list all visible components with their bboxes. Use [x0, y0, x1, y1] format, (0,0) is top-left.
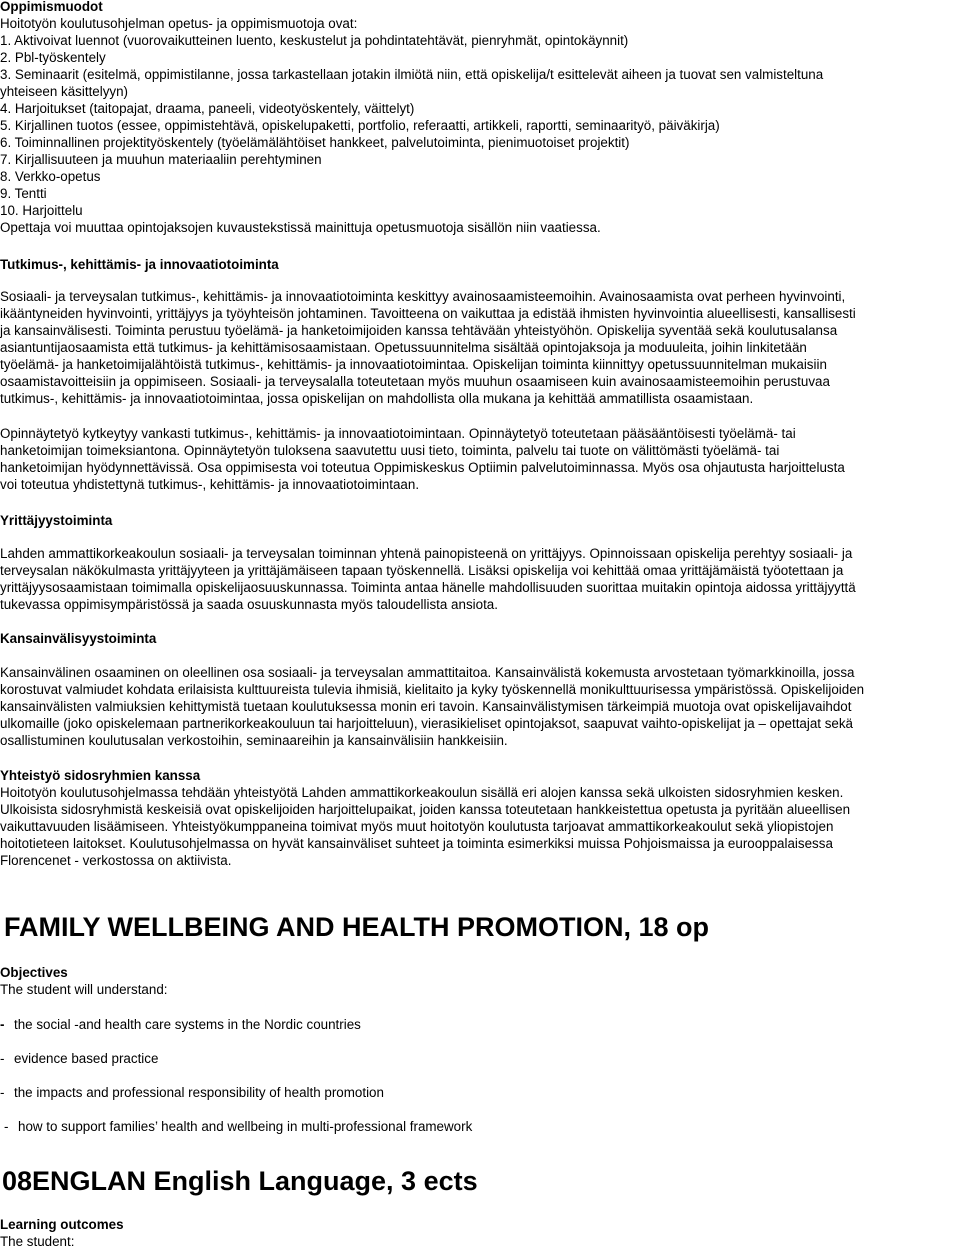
list-item: 2. Pbl-työskentely — [0, 50, 106, 65]
bullet-dash: - — [4, 1119, 9, 1134]
section-heading-tki: Tutkimus-, kehittämis- ja innovaatiotoiminta — [0, 257, 279, 272]
kansainvalisyys-paragraph: Kansainvälinen osaaminen on oleellinen osa sosiaali- ja terveysalan ammattitaitoa. Kansainvälistä kokemusta arvostetaan työmarkkinoilla, jossa korostuvat valmiudet kohdata erilaisista kulttuureista tulevia ihmisiä, kielitaito ja kyky työskennellä monikulttuurisessa ympäristössä. Opiskelijoiden kansainvälisten valmiuksien kehittymistä tuetaan koulutuksessa monin eri tavoin. Kansainvälistymisen tärkeimpiä muotoja ovat opiskelijavaihdot ulkomaille (joko opiskelemaan partnerikorkeakouluun tai harjoitteluun), vierasikieliset opintojaksot, saapuvat vaihto-opiskelijat ja – opettajat sekä osallistuminen koulutusalan verkostoihin, seminaareihin ja kansainvälisiin hankkeisiin. — [0, 665, 865, 748]
objective-item — [0, 1084, 950, 1101]
objective-text: evidence based practice — [14, 1051, 159, 1066]
list-item: 9. Tentti — [0, 186, 47, 201]
objective-item — [0, 1016, 950, 1033]
section-heading-yrittajyys: Yrittäjyystoiminta — [0, 513, 113, 528]
objective-text: how to support families’ health and wellbeing in multi-professional framework — [18, 1119, 473, 1134]
bullet-dash: - — [0, 1017, 5, 1032]
objective-text: the impacts and professional responsibility of health promotion — [14, 1085, 384, 1100]
objective-item — [4, 1118, 954, 1135]
bullet-dash: - — [0, 1051, 5, 1066]
course-title-english: 08ENGLAN English Language, 3 ects — [2, 1166, 478, 1196]
list-item: 4. Harjoitukset (taitopajat, draama, paneeli, videotyöskentely, väittelyt) — [0, 101, 415, 116]
oppimismuodot-note: Opettaja voi muuttaa opintojaksojen kuvaustekstissä mainittuja opetusmuotoja sisällön niin vaatiessa. — [0, 220, 601, 235]
objectives-intro: The student will understand: — [0, 982, 168, 997]
list-item: 6. Toiminnallinen projektityöskentely (työelämälähtöiset hankkeet, palvelutoiminta, pienimuotoiset projektit) — [0, 135, 630, 150]
list-item: 8. Verkko-opetus — [0, 169, 101, 184]
yhteistyo-paragraph: Hoitotyön koulutusohjelmassa tehdään yhteistyötä Lahden ammattikorkeakoulun sisällä eri alojen kanssa sekä ulkoisten sidosryhmien kesken. Ulkoisista sidosryhmistä keskeisiä ovat opiskelijoiden harjoittelupaikat, joiden kanssa toteutetaan hankkeistettua opetusta ja pyritään alueellisen vaikuttavuuden lisäämiseen. Yhteistyökumppaneina toimivat myös muut hoitotyön koulutusta tarjoavat ammattikorkeakoulut sekä yliopistojen hoitotieteen laitokset. Koulutusohjelmassa on hyvät kansainväliset suhteet ja toiminta esimerkiksi muissa Pohjoismaissa ja eurooppalaisessa Florencenet - verkostossa on aktiivista. — [0, 785, 851, 868]
section-heading-yhteistyo: Yhteistyö sidosryhmien kanssa — [0, 768, 201, 783]
yrittajyys-paragraph: Lahden ammattikorkeakoulun sosiaali- ja terveysalan toiminnan yhtenä painopisteenä on yrittäjyys. Opinnoissaan opiskelija perehtyy sosiaali- ja terveysalan näkökulmasta yrittäjyyteen ja yrittäjämäiseen tapaan työskennellä. Lisäksi opiskelija voi kehittää omaa yrittäjämäistä työotettaan ja yrittäjyysosaamistaan toimimalla opiskelijaosuuskunnassa. Toiminta antaa hänelle mahdollisuuden suorittaa muitakin opintoja aidossa yrittäjyyttä tukevassa oppimisympäristössä ja saada osuuskunnasta myös taloudellista ansiota. — [0, 546, 856, 612]
oppimismuodot-intro: Hoitotyön koulutusohjelman opetus- ja oppimismuotoja ovat: — [0, 16, 358, 31]
list-item: 10. Harjoittelu — [0, 203, 83, 218]
learning-outcomes-student: The student: — [0, 1234, 75, 1249]
objective-text: the social -and health care systems in the Nordic countries — [14, 1017, 361, 1032]
learning-outcomes-heading: Learning outcomes — [0, 1217, 124, 1232]
section-heading-kansainvalisyys: Kansainvälisyystoiminta — [0, 631, 157, 646]
list-item: 3. Seminaarit (esitelmä, oppimistilanne, jossa tarkastellaan jotakin ilmiötä niin, että opiskelija/t esittelevät aiheen ja tuovat sen valmisteltuna yhteiseen käsittelyyn) — [0, 67, 824, 99]
course-title-family-wellbeing: FAMILY WELLBEING AND HEALTH PROMOTION, 18 op — [4, 912, 710, 942]
list-item: 5. Kirjallinen tuotos (essee, oppimistehtävä, opiskelupaketti, portfolio, referaatti, artikkeli, raportti, seminaarityö, päiväkirja) — [0, 118, 720, 133]
bullet-dash: - — [0, 1085, 5, 1100]
objective-item — [0, 1050, 950, 1067]
objectives-heading: Objectives — [0, 965, 68, 980]
tki-paragraph-2: Opinnäytetyö kytkeytyy vankasti tutkimus-, kehittämis- ja innovaatiotoimintaan. Opinnäytetyö toteutetaan pääsääntöisesti työelämä- tai hanketoimijan toimeksiantona. Opinnäytetyön tuloksena saavutettu uusi tieto, toiminta, palvelu tai tuote on välittömästi työelämä- tai hanketoimijan hyödynnettävissä. Osa oppimisesta voi toteutua Oppimiskeskus Optiimin palvelutoiminnassa. Myös osa ohjautusta harjoittelusta voi toteutua yhdistettynä tutkimus-, kehittämis- ja innovaatiotoimintaan. — [0, 426, 845, 492]
list-item: 1. Aktivoivat luennot (vuorovaikutteinen luento, keskustelut ja pohdintatehtävät, pienryhmät, opintokäynnit) — [0, 33, 629, 48]
tki-paragraph-1: Sosiaali- ja terveysalan tutkimus-, kehittämis- ja innovaatiotoiminta keskittyy avainosaamisteemoihin. Avainosaamista ovat perheen hyvinvointi, ikääntyneiden hyvinvointi, yrittäjyys ja työyhteisön johtaminen. Tavoitteena on vaikuttaa ja edistää ihmisten hyvinvointia alueellisesti, kansallisesti ja kansainvälisesti. Toiminta perustuu työelämä- ja hanketoimijoiden kanssa tehtävään yhteistyöhön. Opiskelija syventää sekä koulutusalansa asiantuntijaosaamista että tutkimus- ja kehittämisosaamistaan. Opetussuunnitelma sisältää opintojaksoja ja moduuleita, joihin linkitetään työelämä- ja hanketoimijalähtöistä tutkimus-, kehittämis- ja innovaatiotoimintaa. Opiskelijan toiminta kiinnittyy opetussuunnitelman mukaisiin osaamistavoitteisiin ja oppimiseen. Sosiaali- ja terveysalalla toteutetaan myös muuhun osaamiseen kuin avainosaamisteemoihin perustuvaa tutkimus-, kehittämis- ja innovaatiotoimintaa, jossa opiskelijan on mahdollista olla mukana ja kehittää ammatillista osaamistaan. — [0, 289, 856, 406]
section-heading-oppimismuodot: Oppimismuodot — [0, 0, 103, 14]
list-item: 7. Kirjallisuuteen ja muuhun materiaaliin perehtyminen — [0, 152, 322, 167]
